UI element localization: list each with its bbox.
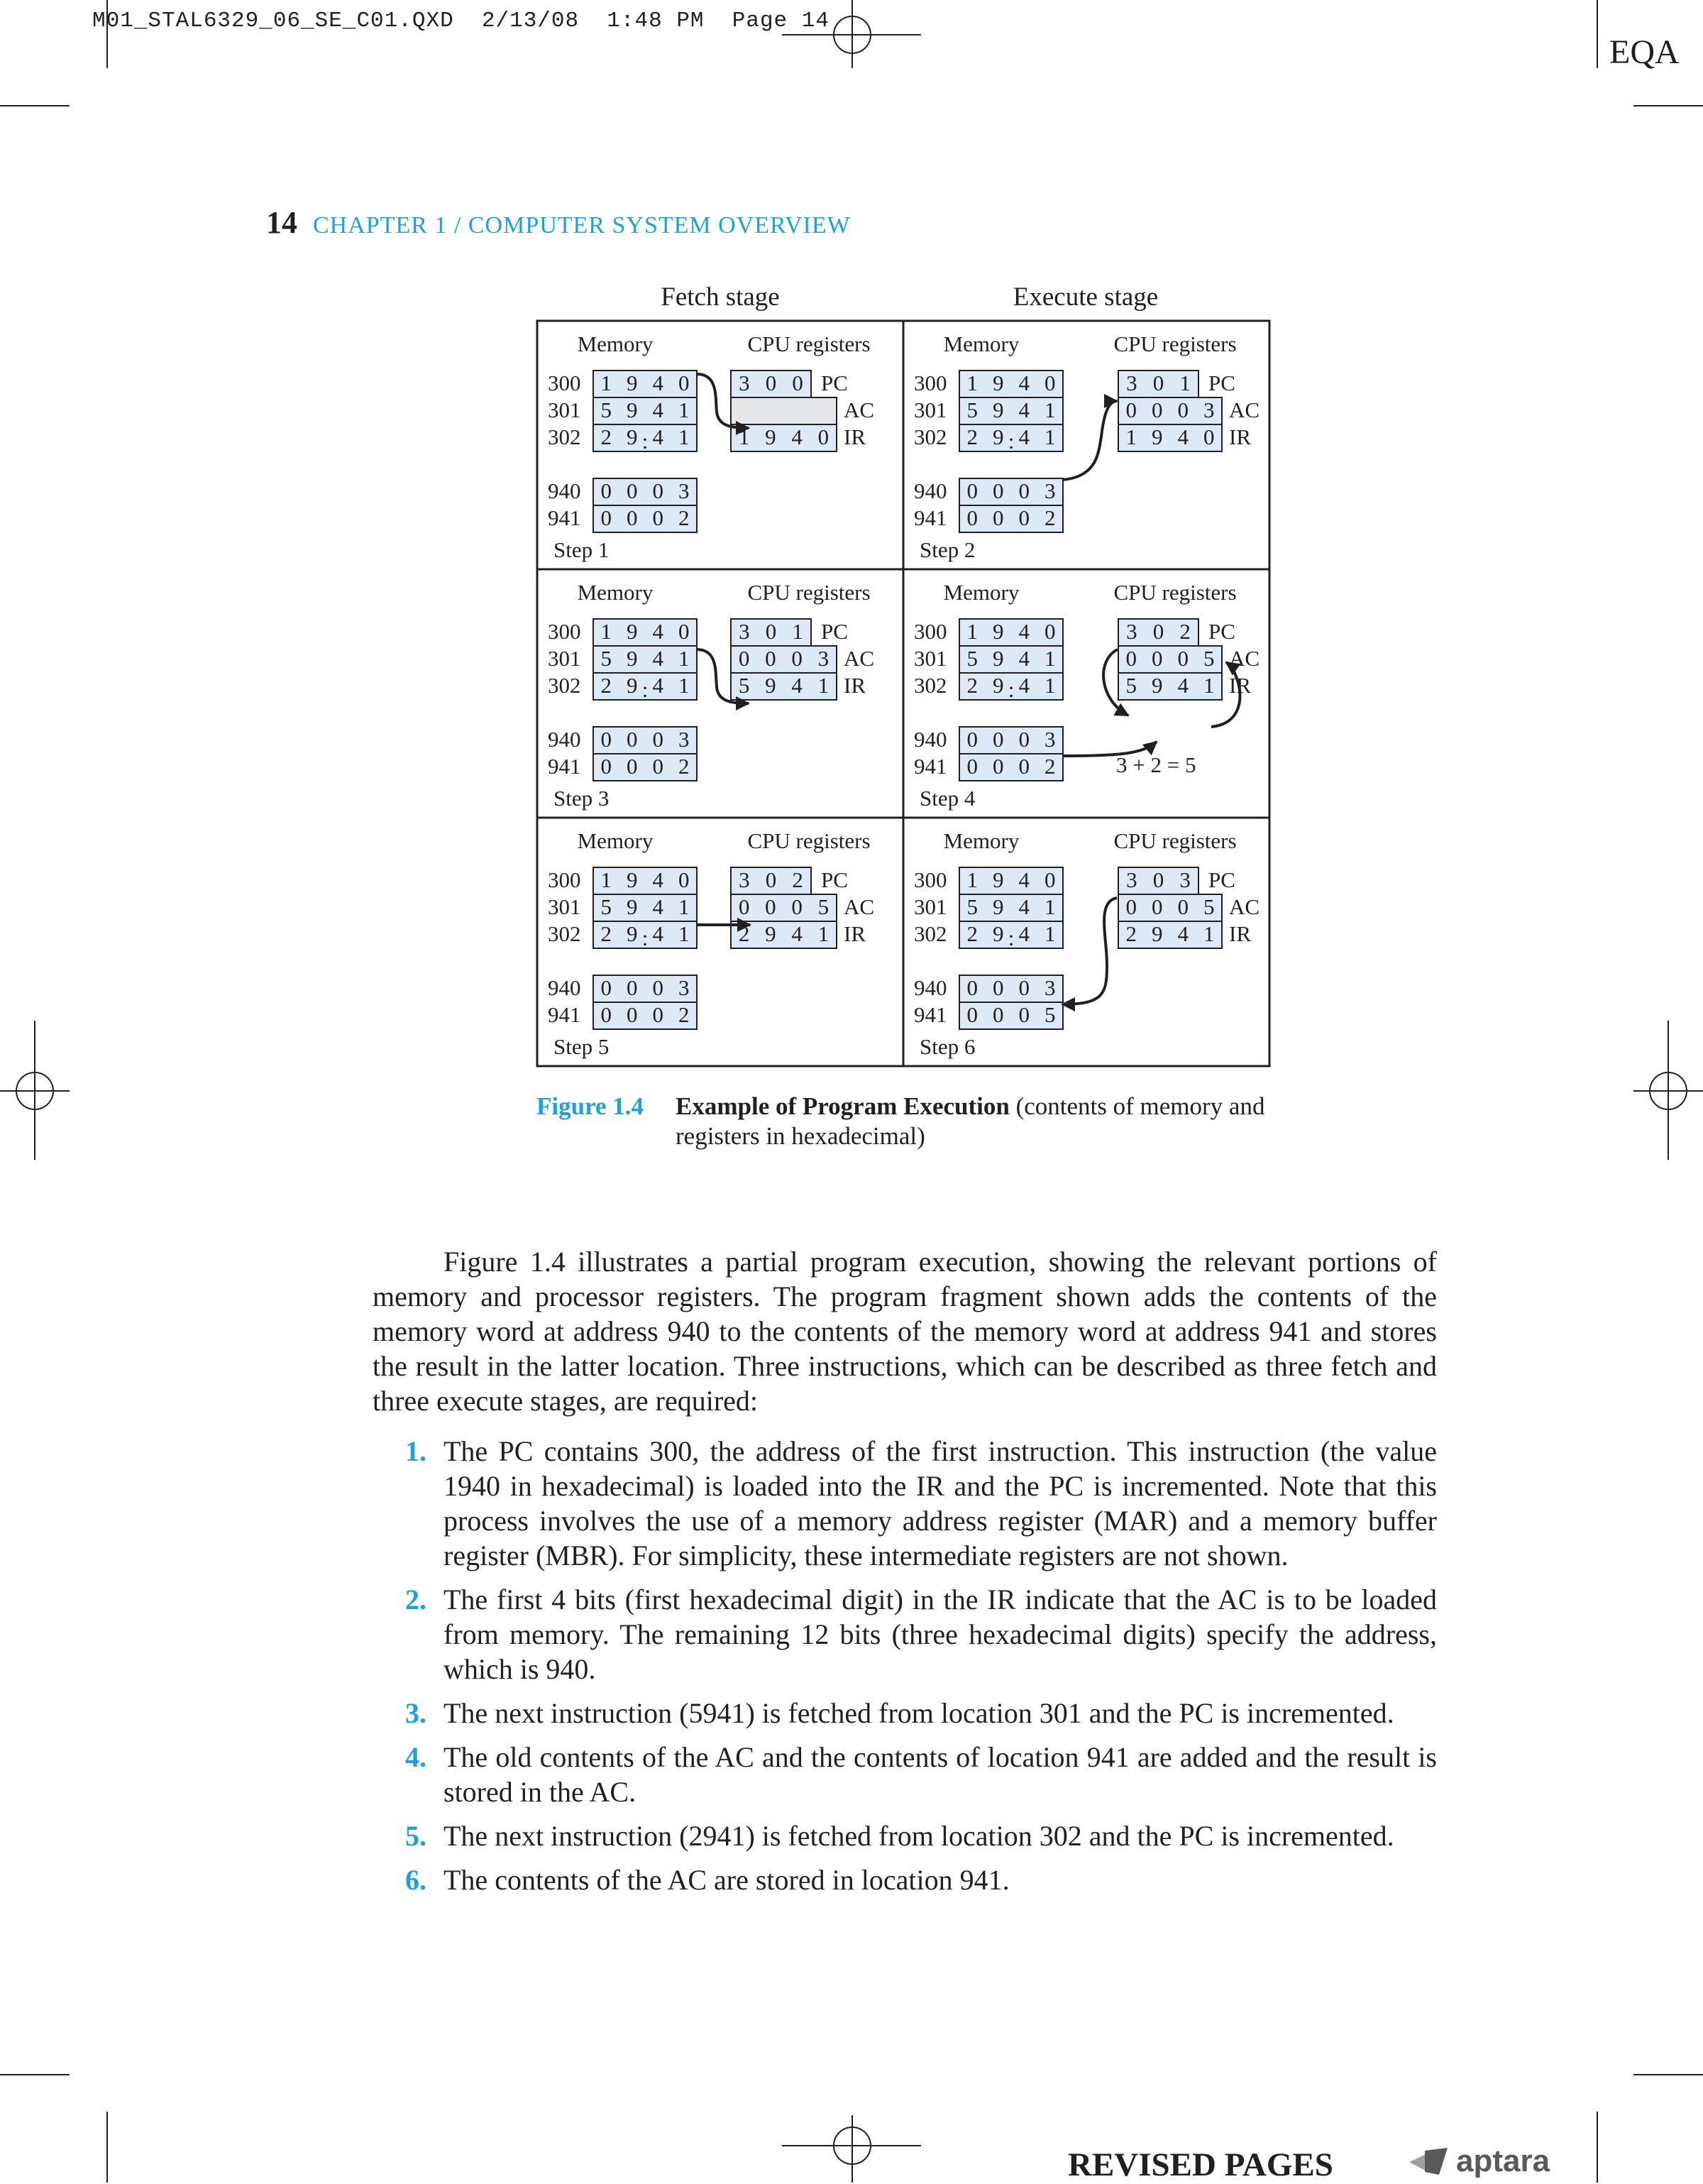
memory-digit: 1: [600, 867, 612, 892]
memory-digit: 3: [1045, 478, 1056, 503]
memory-digit: 1: [966, 867, 978, 892]
memory-digit: 0: [600, 478, 612, 503]
register-name-ir: IR: [1229, 424, 1251, 449]
list-item-text: The next instruction (2941) is fetched from location 302 and the PC is incremented.: [443, 1820, 1394, 1852]
register-digit: 1: [817, 673, 830, 698]
memory-address: 302: [914, 673, 947, 698]
memory-digit: 2: [678, 505, 690, 530]
memory-digit: 4: [652, 673, 663, 698]
register-name-pc: PC: [1208, 867, 1235, 892]
memory-digit: 2: [1045, 754, 1056, 779]
register-digit: 2: [1179, 619, 1191, 644]
memory-label: Memory: [577, 828, 654, 853]
register-name-ir: IR: [844, 921, 866, 946]
step-label: Step 5: [553, 1034, 610, 1059]
register-digit: 3: [817, 646, 830, 671]
register-digit: 3: [1126, 867, 1137, 892]
register-digit: 0: [765, 867, 777, 892]
register-digit: 0: [1203, 424, 1215, 449]
register-digit: 3: [739, 371, 750, 395]
memory-digit: 0: [1018, 478, 1030, 503]
memory-digit: 2: [966, 424, 978, 449]
memory-address: 941: [548, 505, 581, 530]
memory-address: 941: [914, 1002, 947, 1027]
register-digit: 0: [791, 894, 803, 919]
register-name-ac: AC: [844, 894, 875, 919]
register-name-ac: AC: [844, 646, 875, 671]
memory-label: Memory: [943, 828, 1020, 853]
memory-digit: 9: [627, 921, 638, 946]
memory-digit: 0: [627, 975, 638, 1000]
memory-digit: 3: [678, 975, 690, 1000]
register-digit: 0: [791, 646, 803, 671]
memory-digit: 9: [993, 397, 1004, 422]
memory-digit: 1: [1045, 646, 1056, 671]
corner-tag: EQA: [1609, 33, 1680, 71]
register-digit: 3: [1126, 619, 1137, 644]
register-digit: 2: [792, 867, 803, 892]
memory-digit: 0: [966, 727, 978, 752]
register-digit: 9: [765, 673, 776, 698]
memory-address: 941: [548, 1002, 581, 1027]
memory-label: Memory: [943, 331, 1020, 356]
steps-list: [373, 1434, 1437, 1897]
register-digit: 1: [792, 619, 803, 644]
list-item-text: The next instruction (5941) is fetched from location 301 and the PC is incremented.: [443, 1697, 1394, 1729]
memory-digit: 0: [652, 478, 663, 503]
arrow-step6-store: [1062, 898, 1117, 1004]
register-name-pc: PC: [821, 371, 848, 395]
register-digit: 4: [791, 424, 803, 449]
caption-body: [676, 1092, 1300, 1151]
aptara-logo-text: aptara: [1456, 2144, 1550, 2178]
memory-digit: 0: [627, 1002, 638, 1027]
memory-digit: 5: [600, 397, 612, 422]
memory-address: 940: [914, 478, 947, 503]
memory-digit: 0: [627, 754, 638, 779]
registration-circle: [834, 2127, 871, 2164]
memory-digit: 0: [993, 754, 1004, 779]
memory-digit: 3: [678, 727, 690, 752]
register-digit: 5: [1125, 673, 1137, 698]
list-item-number: 2.: [405, 1584, 426, 1615]
footer-label: REVISED PAGES: [1068, 2146, 1333, 2183]
memory-digit: 4: [652, 646, 663, 671]
memory-digit: 9: [993, 619, 1004, 644]
memory-address: 302: [548, 921, 581, 946]
memory-digit: 4: [652, 894, 663, 919]
memory-digit: 5: [966, 397, 978, 422]
memory-digit: 9: [993, 921, 1004, 946]
chapter-title: CHAPTER 1 / COMPUTER SYSTEM OVERVIEW: [313, 212, 851, 238]
memory-address: 302: [914, 921, 947, 946]
register-name-ac: AC: [844, 397, 875, 422]
memory-digit: 4: [1018, 894, 1030, 919]
memory-digit: 0: [652, 975, 663, 1000]
step-label: Step 3: [553, 786, 610, 811]
register-ac-cell: [731, 397, 837, 424]
register-digit: 3: [1126, 371, 1137, 395]
memory-digit: 0: [652, 754, 663, 779]
register-digit: 0: [1177, 646, 1189, 671]
memory-digit: 4: [652, 424, 663, 449]
caption-text: (contents of memory and registers in hexadecimal): [676, 1092, 1265, 1150]
register-digit: 9: [1152, 921, 1163, 946]
memory-address: 300: [914, 619, 947, 644]
memory-digit: 9: [627, 673, 638, 698]
memory-digit: 2: [678, 754, 690, 779]
memory-digit: 0: [1018, 975, 1030, 1000]
register-name-pc: PC: [1208, 619, 1235, 644]
register-digit: 1: [1125, 424, 1137, 449]
memory-digit: 5: [600, 646, 612, 671]
memory-digit: 0: [627, 478, 638, 503]
memory-digit: 9: [993, 424, 1004, 449]
memory-address: 940: [548, 727, 581, 752]
register-name-ac: AC: [1229, 646, 1260, 671]
memory-ellipsis: :: [641, 677, 649, 702]
memory-address: 300: [548, 371, 581, 395]
memory-digit: 5: [1045, 1002, 1056, 1027]
memory-address: 941: [548, 754, 581, 779]
memory-address: 941: [914, 754, 947, 779]
register-digit: 3: [1179, 867, 1191, 892]
memory-digit: 0: [600, 975, 612, 1000]
memory-address: 301: [914, 397, 947, 422]
register-digit: 1: [1179, 371, 1191, 395]
step-label: Step 2: [920, 537, 976, 562]
memory-digit: 9: [627, 867, 638, 892]
memory-digit: 4: [1018, 619, 1030, 644]
memory-digit: 2: [600, 921, 612, 946]
memory-digit: 2: [678, 1002, 690, 1027]
memory-digit: 0: [1045, 867, 1056, 892]
memory-ellipsis: :: [1008, 677, 1015, 702]
cpu-registers-label: CPU registers: [747, 828, 871, 853]
figure-number: Figure 1.4: [536, 1092, 644, 1120]
register-digit: 0: [1152, 894, 1163, 919]
memory-digit: 9: [627, 424, 638, 449]
memory-digit: 0: [966, 505, 978, 530]
list-item-text: The first 4 bits (first hexadecimal digit) in the IR indicate that the AC is to be loaded from memory. The remaining 12 bits (three hexadecimal digits) specify the address, which is 940.: [443, 1584, 1437, 1685]
cpu-registers-label: CPU registers: [1113, 828, 1237, 853]
register-name-ir: IR: [844, 424, 866, 449]
memory-digit: 0: [627, 727, 638, 752]
register-digit: 0: [765, 619, 777, 644]
memory-digit: 0: [966, 1002, 978, 1027]
register-digit: 5: [817, 894, 830, 919]
register-name-ac: AC: [1229, 397, 1260, 422]
memory-label: Memory: [577, 331, 654, 356]
register-digit: 0: [765, 646, 776, 671]
page-number: 14: [266, 205, 297, 240]
list-item-number: 4.: [405, 1741, 426, 1773]
memory-digit: 4: [1018, 673, 1030, 698]
memory-label: Memory: [943, 580, 1020, 605]
memory-digit: 9: [993, 867, 1004, 892]
memory-digit: 0: [966, 754, 978, 779]
register-name-ir: IR: [844, 673, 866, 698]
list-item: [373, 1818, 1437, 1853]
file-slug: M01_STAL6329_06_SE_C01.QXD 2/13/08 1:48 PM Page 14: [92, 9, 830, 33]
memory-address: 301: [914, 646, 947, 671]
register-digit: 0: [765, 894, 776, 919]
register-digit: 4: [791, 921, 803, 946]
register-digit: 0: [1125, 397, 1137, 422]
memory-digit: 0: [966, 975, 978, 1000]
register-digit: 0: [1152, 646, 1163, 671]
memory-address: 302: [914, 424, 947, 449]
register-digit: 0: [817, 424, 830, 449]
memory-digit: 9: [627, 619, 638, 644]
memory-digit: 0: [993, 1002, 1004, 1027]
memory-address: 300: [914, 867, 947, 892]
register-digit: 0: [1152, 371, 1164, 395]
memory-digit: 4: [1018, 424, 1030, 449]
register-digit: 3: [1203, 397, 1215, 422]
memory-digit: 9: [627, 397, 638, 422]
register-digit: 5: [1203, 894, 1215, 919]
memory-ellipsis: :: [641, 429, 649, 454]
list-item: [373, 1582, 1437, 1686]
memory-digit: 0: [678, 867, 690, 892]
register-digit: 9: [765, 921, 776, 946]
memory-digit: 9: [993, 646, 1004, 671]
register-digit: 4: [791, 673, 803, 698]
memory-ellipsis: :: [1008, 926, 1015, 950]
memory-digit: 2: [966, 673, 978, 698]
memory-digit: 0: [1018, 505, 1030, 530]
memory-digit: 1: [1045, 673, 1056, 698]
memory-digit: 0: [1045, 619, 1056, 644]
memory-address: 940: [548, 975, 581, 1000]
step-label: Step 6: [920, 1034, 976, 1059]
memory-digit: 1: [600, 619, 612, 644]
list-item-text: The PC contains 300, the address of the first instruction. This instruction (the value 1940 in hexadecimal) is loaded into the IR and the PC is incremented. Note that this process involves the use of a memory address register (MAR) and a memory buffer register (MBR). For simplicity, these intermediate registers are not shown.: [443, 1435, 1437, 1571]
memory-digit: 1: [966, 371, 978, 395]
register-digit: 0: [1152, 397, 1163, 422]
register-name-ir: IR: [1229, 921, 1251, 946]
memory-address: 300: [548, 619, 581, 644]
memory-address: 302: [548, 673, 581, 698]
memory-digit: 5: [966, 646, 978, 671]
memory-digit: 1: [678, 673, 690, 698]
memory-digit: 0: [652, 505, 663, 530]
memory-digit: 0: [678, 619, 690, 644]
memory-digit: 1: [1045, 921, 1056, 946]
step-label: Step 1: [553, 537, 610, 562]
register-digit: 0: [792, 371, 803, 395]
register-digit: 4: [1177, 424, 1189, 449]
step-label: Step 4: [920, 786, 976, 811]
list-item: [373, 1862, 1437, 1897]
memory-digit: 0: [600, 505, 612, 530]
intro-paragraph: Figure 1.4 illustrates a partial program execution, showing the relevant portions of memory and processor registers. The program fragment shown adds the contents of the memory word at address 940 to the contents of the memory word at address 941 and stores the result in the latter location. Three instructions, which can be described as three fetch and three execute stages, are required:: [373, 1246, 1437, 1417]
memory-digit: 4: [1018, 646, 1030, 671]
cpu-registers-label: CPU registers: [747, 580, 871, 605]
caption-title: Example of Program Execution: [676, 1092, 1010, 1120]
memory-digit: 0: [993, 727, 1004, 752]
memory-digit: 5: [600, 894, 612, 919]
register-digit: 9: [1152, 673, 1163, 698]
register-digit: 0: [738, 894, 750, 919]
memory-digit: 4: [1018, 867, 1030, 892]
memory-address: 301: [548, 397, 581, 422]
memory-digit: 4: [652, 371, 663, 395]
cpu-registers-label: CPU registers: [747, 331, 871, 356]
memory-address: 940: [914, 727, 947, 752]
memory-digit: 4: [652, 921, 663, 946]
list-item: [373, 1434, 1437, 1573]
register-digit: 0: [1152, 619, 1164, 644]
register-name-ac: AC: [1229, 894, 1260, 919]
memory-digit: 1: [1045, 424, 1056, 449]
memory-digit: 0: [993, 505, 1004, 530]
memory-digit: 0: [600, 727, 612, 752]
register-digit: 0: [738, 646, 750, 671]
sum-annotation: 3 + 2 = 5: [1116, 752, 1196, 777]
memory-digit: 0: [1045, 371, 1056, 395]
memory-digit: 1: [678, 397, 690, 422]
memory-digit: 1: [678, 894, 690, 919]
memory-digit: 4: [1018, 921, 1030, 946]
memory-digit: 9: [627, 894, 638, 919]
memory-digit: 2: [600, 424, 612, 449]
memory-digit: 0: [1018, 727, 1030, 752]
memory-digit: 1: [600, 371, 612, 395]
memory-digit: 1: [966, 619, 978, 644]
register-digit: 9: [765, 424, 776, 449]
memory-address: 301: [548, 646, 581, 671]
memory-digit: 1: [678, 921, 690, 946]
memory-digit: 0: [652, 727, 663, 752]
register-digit: 0: [1177, 397, 1189, 422]
register-digit: 5: [1203, 646, 1215, 671]
memory-digit: 3: [1045, 727, 1056, 752]
memory-digit: 2: [966, 921, 978, 946]
register-digit: 3: [739, 619, 750, 644]
memory-ellipsis: :: [1008, 429, 1015, 454]
memory-digit: 4: [652, 867, 663, 892]
memory-address: 940: [914, 975, 947, 1000]
register-digit: 0: [765, 371, 777, 395]
memory-address: 941: [914, 505, 947, 530]
register-name-pc: PC: [1208, 371, 1235, 395]
list-item-number: 6.: [405, 1864, 426, 1896]
memory-digit: 5: [966, 894, 978, 919]
register-name-pc: PC: [821, 867, 848, 892]
register-digit: 0: [1152, 867, 1164, 892]
memory-digit: 1: [678, 646, 690, 671]
memory-digit: 1: [678, 424, 690, 449]
memory-digit: 4: [652, 397, 663, 422]
memory-digit: 0: [1018, 754, 1030, 779]
register-name-pc: PC: [821, 619, 848, 644]
cpu-registers-label: CPU registers: [1113, 580, 1237, 605]
memory-digit: 4: [1018, 371, 1030, 395]
memory-digit: 1: [1045, 894, 1056, 919]
register-digit: 1: [738, 424, 750, 449]
register-digit: 4: [1177, 673, 1189, 698]
list-item-text: The contents of the AC are stored in location 941.: [443, 1864, 1010, 1896]
register-digit: 3: [739, 867, 750, 892]
register-digit: 0: [1125, 646, 1137, 671]
memory-digit: 4: [1018, 397, 1030, 422]
register-digit: 1: [1203, 673, 1215, 698]
memory-digit: 4: [652, 619, 663, 644]
memory-digit: 0: [652, 1002, 663, 1027]
memory-digit: 0: [627, 505, 638, 530]
aptara-logo-icon: [1406, 2144, 1450, 2179]
memory-digit: 0: [993, 478, 1004, 503]
memory-digit: 0: [1018, 1002, 1030, 1027]
memory-address: 301: [548, 894, 581, 919]
register-digit: 0: [1177, 894, 1189, 919]
register-digit: 1: [1203, 921, 1215, 946]
memory-digit: 9: [993, 371, 1004, 395]
aptara-logo: [1406, 2144, 1550, 2179]
memory-digit: 3: [678, 478, 690, 503]
memory-digit: 1: [1045, 397, 1056, 422]
register-digit: 4: [1177, 921, 1189, 946]
execute-stage-title: Execute stage: [1013, 282, 1159, 312]
memory-address: 300: [914, 371, 947, 395]
list-item-number: 5.: [405, 1820, 426, 1852]
cpu-registers-label: CPU registers: [1113, 331, 1237, 356]
register-digit: 0: [1125, 894, 1137, 919]
memory-digit: 9: [993, 673, 1004, 698]
memory-digit: 2: [1045, 505, 1056, 530]
register-digit: 2: [1125, 921, 1137, 946]
memory-label: Memory: [577, 580, 654, 605]
register-digit: 2: [738, 921, 750, 946]
list-item-text: The old contents of the AC and the contents of location 941 are added and the result is stored in the AC.: [443, 1741, 1437, 1808]
memory-digit: 0: [600, 754, 612, 779]
register-name-ir: IR: [1229, 673, 1251, 698]
memory-address: 300: [548, 867, 581, 892]
memory-digit: 2: [600, 673, 612, 698]
memory-digit: 9: [627, 371, 638, 395]
memory-address: 302: [548, 424, 581, 449]
list-item: [373, 1740, 1437, 1809]
memory-ellipsis: :: [641, 926, 649, 950]
register-digit: 5: [738, 673, 750, 698]
memory-digit: 0: [678, 371, 690, 395]
memory-digit: 3: [1045, 975, 1056, 1000]
list-item-number: 3.: [405, 1697, 426, 1729]
fetch-stage-title: Fetch stage: [661, 282, 780, 312]
list-item-number: 1.: [405, 1435, 426, 1467]
memory-digit: 0: [966, 478, 978, 503]
body-text: [373, 1244, 1437, 1906]
memory-address: 301: [914, 894, 947, 919]
memory-digit: 0: [993, 975, 1004, 1000]
memory-digit: 9: [993, 894, 1004, 919]
memory-digit: 9: [627, 646, 638, 671]
list-item: [373, 1696, 1437, 1730]
memory-address: 940: [548, 478, 581, 503]
register-digit: 9: [1152, 424, 1163, 449]
register-digit: 1: [817, 921, 830, 946]
memory-digit: 0: [600, 1002, 612, 1027]
arrow-step2-load: [1062, 401, 1117, 480]
